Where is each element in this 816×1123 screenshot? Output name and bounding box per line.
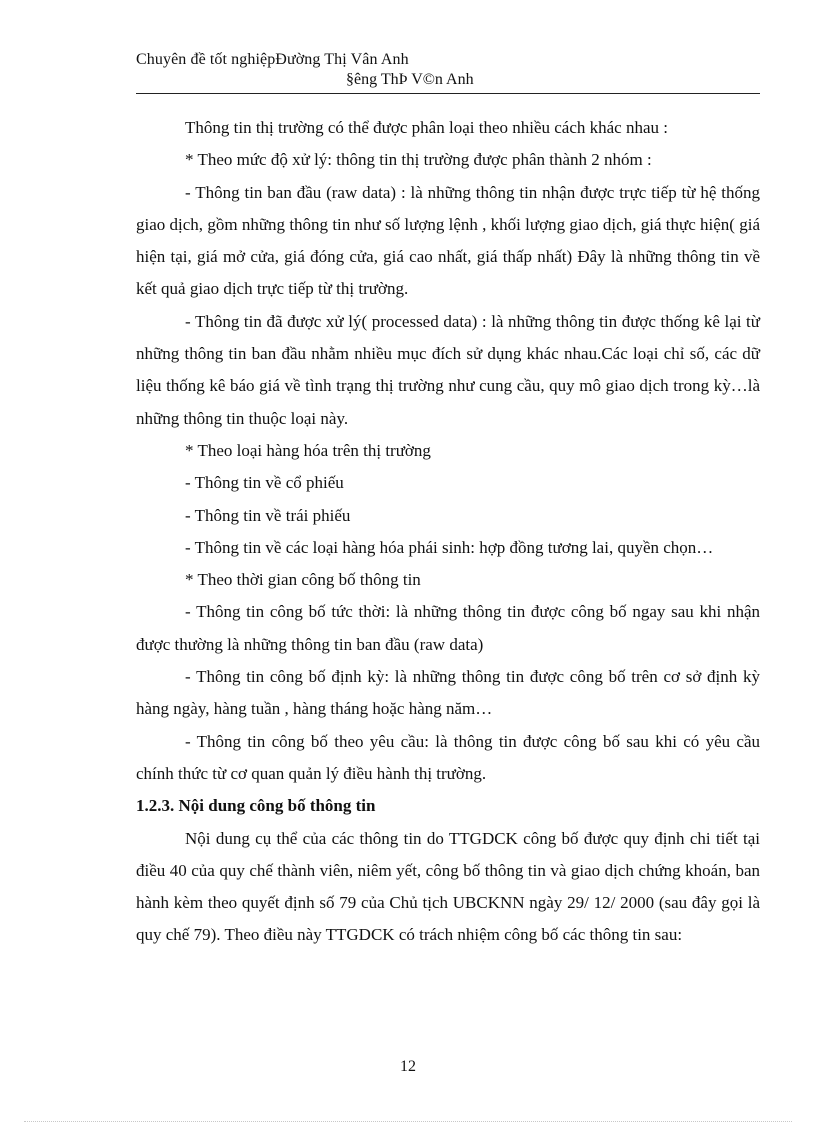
header-title: Chuyên đề tốt nghiệpĐường Thị Vân Anh — [136, 51, 409, 68]
paragraph-processed-data: - Thông tin đã được xử lý( processed data) : là những thông tin được thống kê lại từ những thông tin ban đầu nhằm nhiều mục đích sử dụng khác nhau.Các loại chỉ số, các dữ liệu thống kê báo giá về tình trạng thị trường như cung cầu, quy mô giao dịch trong kỳ…là những thông tin thuộc loại này. — [136, 311, 760, 428]
page-header — [136, 50, 760, 90]
paragraph-periodic: - Thông tin công bố định kỳ: là những thông tin được công bố trên cơ sở định kỳ hàng ngày, hàng tuần , hàng tháng hoặc hàng năm… — [136, 667, 760, 719]
paragraph-derivatives: - Thông tin về các loại hàng hóa phái sinh: hợp đồng tương lai, quyền chọn… — [185, 537, 714, 557]
paragraph-immediate: - Thông tin công bố tức thời: là những thông tin được công bố ngay sau khi nhận được thường là những thông tin ban đầu (raw data) — [136, 602, 760, 654]
paragraph-stocks: - Thông tin về cổ phiếu — [185, 473, 344, 493]
paragraph-bonds: - Thông tin về trái phiếu — [185, 505, 351, 525]
header-author-encoded: §êng ThÞ V©n Anh — [346, 71, 474, 88]
paragraph-section-content: Nội dung cụ thể của các thông tin do TTGDCK công bố được quy định chi tiết tại điều 40 của quy chế thành viên, niêm yết, công bố thông tin và giao dịch chứng khoán, ban hành kèm theo quyết định số 79 của Chủ tịch UBCKNN ngày 29/ 12/ 2000 (sau đây gọi là quy chế 79). Theo điều này TTGDCK có trách nhiệm công bố các thông tin sau: — [136, 828, 760, 945]
paragraph-criterion-goods: * Theo loại hàng hóa trên thị trường — [185, 440, 431, 460]
paragraph-criterion-processing: * Theo mức độ xử lý: thông tin thị trường được phân thành 2 nhóm : — [185, 150, 652, 170]
section-heading: 1.2.3. Nội dung công bố thông tin — [136, 796, 376, 816]
document-body — [136, 112, 760, 952]
paragraph-criterion-time: * Theo thời gian công bố thông tin — [185, 570, 421, 590]
page-number: 12 — [400, 1058, 416, 1075]
header-divider — [136, 93, 760, 94]
paragraph-raw-data: - Thông tin ban đầu (raw data) : là những thông tin nhận được trực tiếp từ hệ thống giao dịch, gồm những thông tin như số lượng lệnh , khối lượng giao dịch, giá thực hiện( giá hiện tại, giá mở cửa, giá đóng cửa, giá cao nhất, giá thấp nhất) Đây là những thông tin về kết quả giao dịch trực tiếp từ thị trường. — [136, 182, 760, 299]
paragraph-intro: Thông tin thị trường có thể được phân loại theo nhiều cách khác nhau : — [185, 118, 668, 137]
page-bottom-border — [24, 1121, 792, 1122]
paragraph-on-request: - Thông tin công bố theo yêu cầu: là thông tin được công bố sau khi có yêu cầu chính thức từ cơ quan quản lý điều hành thị trường. — [136, 731, 760, 783]
